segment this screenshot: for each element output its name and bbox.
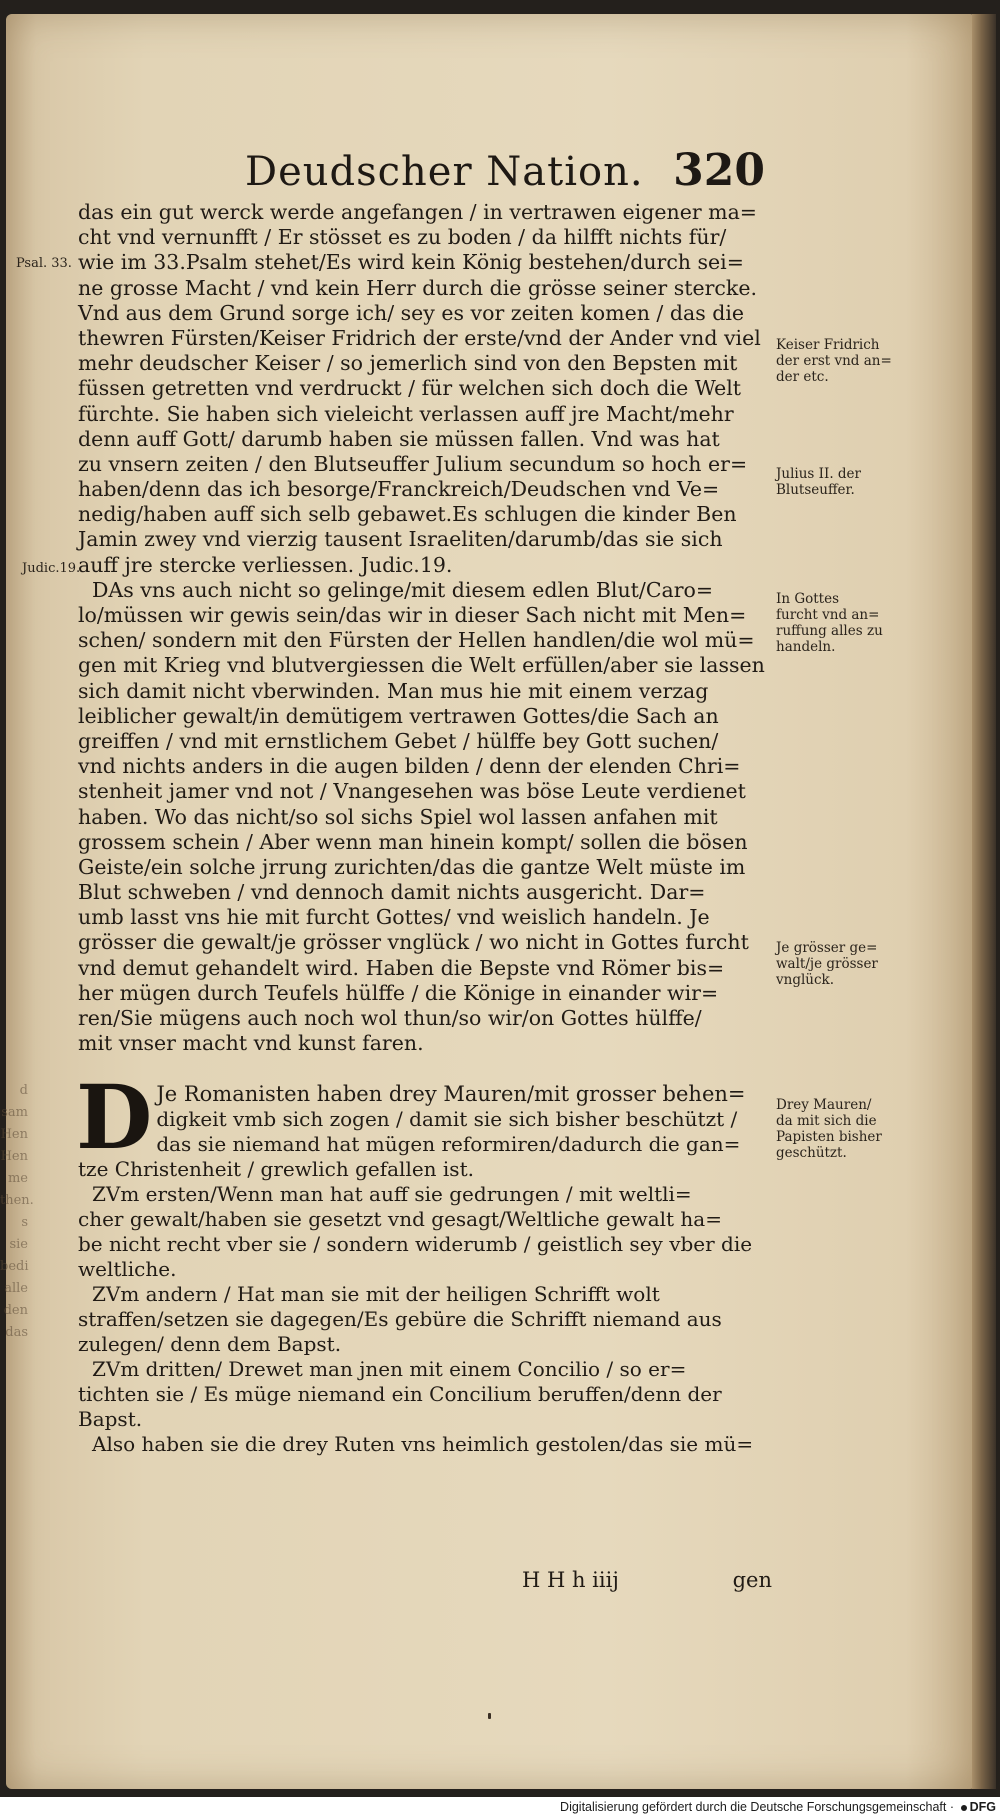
text-line: Bapst. <box>78 1407 143 1431</box>
text-line: DAs vns auch nicht so gelinge/mit diesem edlen Blut/Caro= <box>92 577 714 602</box>
text-line: straffen/setzen sie dagegen/Es gebüre die Schrifft niemand aus <box>78 1307 722 1331</box>
text-line: her mügen durch Teufels hülffe / die Könige in einander wir= <box>78 980 719 1005</box>
margin-note-left-psalm: Psal. 33. <box>16 256 72 271</box>
text-line: zulegen/ denn dem Bapst. <box>78 1332 342 1356</box>
margin-note-fridrich: Keiser Fridrich der erst vnd an= der etc. <box>776 337 892 385</box>
facing-page-bleed: d sam Hen Hen me then. s sie bedi alle den das <box>0 1083 34 1340</box>
text-line: cht vnd vernunfft / Er stösset es zu boden / da hilfft nichts für/ <box>78 225 727 250</box>
margin-note-gewalt: Je grösser ge= walt/je grösser vnglück. <box>776 940 878 988</box>
page-speck <box>488 1713 491 1719</box>
margin-note-julius: Julius II. der Blutseuffer. <box>776 466 861 498</box>
catchword: gen <box>732 1568 772 1592</box>
text-line: auff jre stercke verliessen. Judic.19. <box>78 552 453 577</box>
text-line: greiffen / vnd mit ernstlichem Gebet / hülffe bey Gott suchen/ <box>78 728 719 753</box>
text-line: Vnd aus dem Grund sorge ich/ sey es vor zeiten komen / das die <box>78 300 745 325</box>
text-line: be nicht recht vber sie / sondern widerumb / geistlich sey vber die <box>78 1232 753 1256</box>
page-edge <box>972 14 996 1789</box>
text-line: schen/ sondern mit den Fürsten der Hellen handlen/die wol mü= <box>78 628 755 653</box>
text-line: vnd demut gehandelt wird. Haben die Bepste vnd Römer bis= <box>78 955 725 980</box>
text-line: haben/denn das ich besorge/Franckreich/Deudschen vnd Ve= <box>78 477 720 502</box>
text-line: ne grosse Macht / vnd kein Herr durch die grösse seiner stercke. <box>78 275 757 300</box>
text-line: cher gewalt/haben sie gesetzt vnd gesagt/Weltliche gewalt ha= <box>78 1207 722 1231</box>
text-line: sich damit nicht vberwinden. Man mus hie mit einem verzag <box>78 678 709 703</box>
page-header <box>245 145 765 201</box>
text-line: ZVm dritten/ Drewet man jnen mit einem Concilio / so er= <box>92 1357 687 1381</box>
footer-bar <box>0 1797 1000 1819</box>
text-line: ren/Sie mügens auch noch wol thun/so wir/on Gottes hülffe/ <box>78 1006 702 1030</box>
text-line: ZVm ersten/Wenn man hat auff sie gedrungen / mit weltli= <box>92 1182 692 1206</box>
drop-capital: D <box>76 1065 153 1169</box>
body-text-section-2 <box>76 1065 771 1457</box>
funding-notice: Digitalisierung gefördert durch die Deutsche Forschungsgemeinschaft · <box>560 1800 954 1814</box>
text-line: Also haben sie die drey Ruten vns heimlich gestolen/das sie mü= <box>92 1432 754 1456</box>
text-line: grossem schein / Aber wenn man hinein kompt/ sollen die bösen <box>78 829 748 854</box>
text-line: ZVm andern / Hat man sie mit der heiligen Schrifft wolt <box>92 1282 660 1306</box>
signature-line <box>522 1568 772 1598</box>
text-line: digkeit vmb sich zogen / damit sie sich bisher beschützt / <box>156 1107 738 1131</box>
signature-mark: H H h iiij <box>522 1568 619 1592</box>
text-line: gen mit Krieg vnd blutvergiessen die Welt erfüllen/aber sie lassen <box>78 653 765 678</box>
dfg-dot-icon <box>961 1805 967 1811</box>
margin-note-gottes-furcht: In Gottes furcht vnd an= ruffung alles zu handeln. <box>776 591 883 655</box>
text-line: mehr deudscher Keiser / so jemerlich sind von den Bepsten mit <box>78 351 738 376</box>
body-text-section-1 <box>78 200 771 1056</box>
text-line: weltliche. <box>78 1257 177 1281</box>
text-line: fürchte. Sie haben sich vieleicht verlassen auff jre Macht/mehr <box>78 401 734 426</box>
text-line: Je Romanisten haben drey Mauren/mit grosser behen= <box>156 1082 746 1106</box>
text-line: lo/müssen wir gewis sein/das wir in dieser Sach nicht mit Men= <box>78 603 747 627</box>
text-line: wie im 33.Psalm stehet/Es wird kein König bestehen/durch sei= <box>78 250 744 275</box>
text-line: Blut schweben / vnd dennoch damit nichts ausgericht. Dar= <box>78 880 706 905</box>
text-line: leiblicher gewalt/in demütigem vertrawen Gottes/die Sach an <box>78 703 719 728</box>
text-line: das sie niemand hat mügen reformiren/dadurch die gan= <box>156 1132 741 1156</box>
text-line: umb lasst vns hie mit furcht Gottes/ vnd weislich handeln. Je <box>78 905 710 930</box>
page-number: 320 <box>673 145 765 196</box>
text-line: Jamin zwey vnd vierzig tausent Israeliten/darumb/das sie sich <box>78 527 723 552</box>
text-line: zu vnsern zeiten / den Blutseuffer Julium secundum so hoch er= <box>78 451 748 476</box>
text-line: stenheit jamer vnd not / Vnangesehen was böse Leute verdienet <box>78 779 746 804</box>
text-line: denn auff Gott/ darumb haben sie müssen fallen. Vnd was hat <box>78 426 720 451</box>
text-line: vnd nichts anders in die augen bilden / denn der elenden Chri= <box>78 754 741 779</box>
margin-note-left-judic: Judic.19. <box>22 561 81 576</box>
text-line: tze Christenheit / grewlich gefallen ist. <box>78 1157 474 1181</box>
running-title: Deudscher Nation. <box>245 149 644 195</box>
text-line: Geiste/ein solche jrrung zurichten/das die gantze Welt müste im <box>78 854 746 879</box>
text-line: füssen getretten vnd verdruckt / für welchen sich doch die Welt <box>78 376 742 401</box>
text-line: grösser die gewalt/je grösser vnglück / wo nicht in Gottes furcht <box>78 930 749 955</box>
text-line: thewren Fürsten/Keiser Fridrich der erste/vnd der Ander vnd viel <box>78 325 761 350</box>
text-line: haben. Wo das nicht/so sol sichs Spiel wol lassen anfahen mit <box>78 804 718 829</box>
dfg-logo: DFG <box>961 1800 996 1814</box>
text-line: tichten sie / Es müge niemand ein Concilium beruffen/denn der <box>78 1382 722 1406</box>
text-line: das ein gut werck werde angefangen / in vertrawen eigener ma= <box>78 200 757 224</box>
text-line: mit vnser macht vnd kunst faren. <box>78 1031 424 1056</box>
text-line: nedig/haben auff sich selb gebawet.Es schlugen die kinder Ben <box>78 502 737 527</box>
margin-note-drey-mauren: Drey Mauren/ da mit sich die Papisten bisher geschützt. <box>776 1097 882 1161</box>
